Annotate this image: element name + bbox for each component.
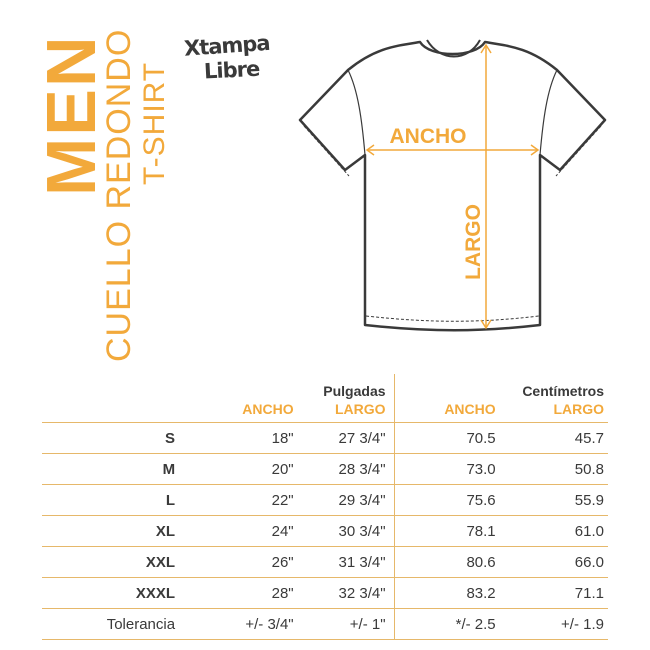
in-ancho-cell: 22" [203, 485, 294, 516]
header-cm-ancho: ANCHO [394, 374, 496, 423]
in-ancho-cell: 20" [203, 454, 294, 485]
cm-ancho-cell: 73.0 [394, 454, 496, 485]
cm-ancho-cell: 78.1 [394, 516, 496, 547]
brand-line2: Libre [203, 56, 260, 84]
in-largo-cell: 31 3/4" [294, 547, 394, 578]
cm-ancho-cell: 70.5 [394, 423, 496, 454]
tol-cm-largo-cell: +/- 1.9 [496, 609, 608, 640]
in-ancho-cell: 18" [203, 423, 294, 454]
tol-in-largo-cell: +/- 1" [294, 609, 394, 640]
cm-largo-cell: 55.9 [496, 485, 608, 516]
largo-label: LARGO [462, 204, 485, 280]
table-row [42, 578, 608, 609]
size-cell: L [42, 485, 203, 516]
in-ancho-cell: 26" [203, 547, 294, 578]
table-row [42, 547, 608, 578]
in-ancho-cell: 28" [203, 578, 294, 609]
cm-largo-cell: 45.7 [496, 423, 608, 454]
table-row [42, 423, 608, 454]
header-in-largo: Pulgadas LARGO [294, 374, 394, 423]
in-ancho-cell: 24" [203, 516, 294, 547]
title-tshirt: T-SHIRT [138, 61, 171, 185]
size-table [42, 374, 608, 640]
size-cell: XXL [42, 547, 203, 578]
cm-largo-cell: 50.8 [496, 454, 608, 485]
tolerance-label: Tolerancia [42, 609, 203, 640]
brand-line1: Xtampa [183, 30, 271, 61]
table-row [42, 516, 608, 547]
table-header-row [42, 374, 608, 423]
header-in-ancho: ANCHO [203, 374, 294, 423]
table-row [42, 454, 608, 485]
cm-ancho-cell: 80.6 [394, 547, 496, 578]
tol-cm-ancho-cell: */- 2.5 [394, 609, 496, 640]
cm-largo-cell: 66.0 [496, 547, 608, 578]
tol-in-ancho-cell: +/- 3/4" [203, 609, 294, 640]
in-largo-cell: 29 3/4" [294, 485, 394, 516]
header-pulgadas: Pulgadas [323, 383, 386, 399]
in-largo-cell: 27 3/4" [294, 423, 394, 454]
header-blank [42, 374, 203, 423]
title-cuello-redondo: CUELLO REDONDO [100, 28, 138, 362]
table-row [42, 485, 608, 516]
tolerance-row [42, 609, 608, 640]
ancho-label: ANCHO [389, 125, 467, 148]
cm-ancho-cell: 83.2 [394, 578, 496, 609]
header-cm-largo: Centímetros LARGO [496, 374, 608, 423]
size-cell: XXXL [42, 578, 203, 609]
in-largo-cell: 28 3/4" [294, 454, 394, 485]
cm-largo-cell: 71.1 [496, 578, 608, 609]
tshirt-outline [300, 42, 605, 330]
cm-largo-cell: 61.0 [496, 516, 608, 547]
title-men: MEN [32, 34, 110, 196]
in-largo-cell: 30 3/4" [294, 516, 394, 547]
header-centimetros: Centímetros [522, 383, 604, 399]
size-cell: XL [42, 516, 203, 547]
cm-ancho-cell: 75.6 [394, 485, 496, 516]
size-cell: M [42, 454, 203, 485]
size-cell: S [42, 423, 203, 454]
in-largo-cell: 32 3/4" [294, 578, 394, 609]
